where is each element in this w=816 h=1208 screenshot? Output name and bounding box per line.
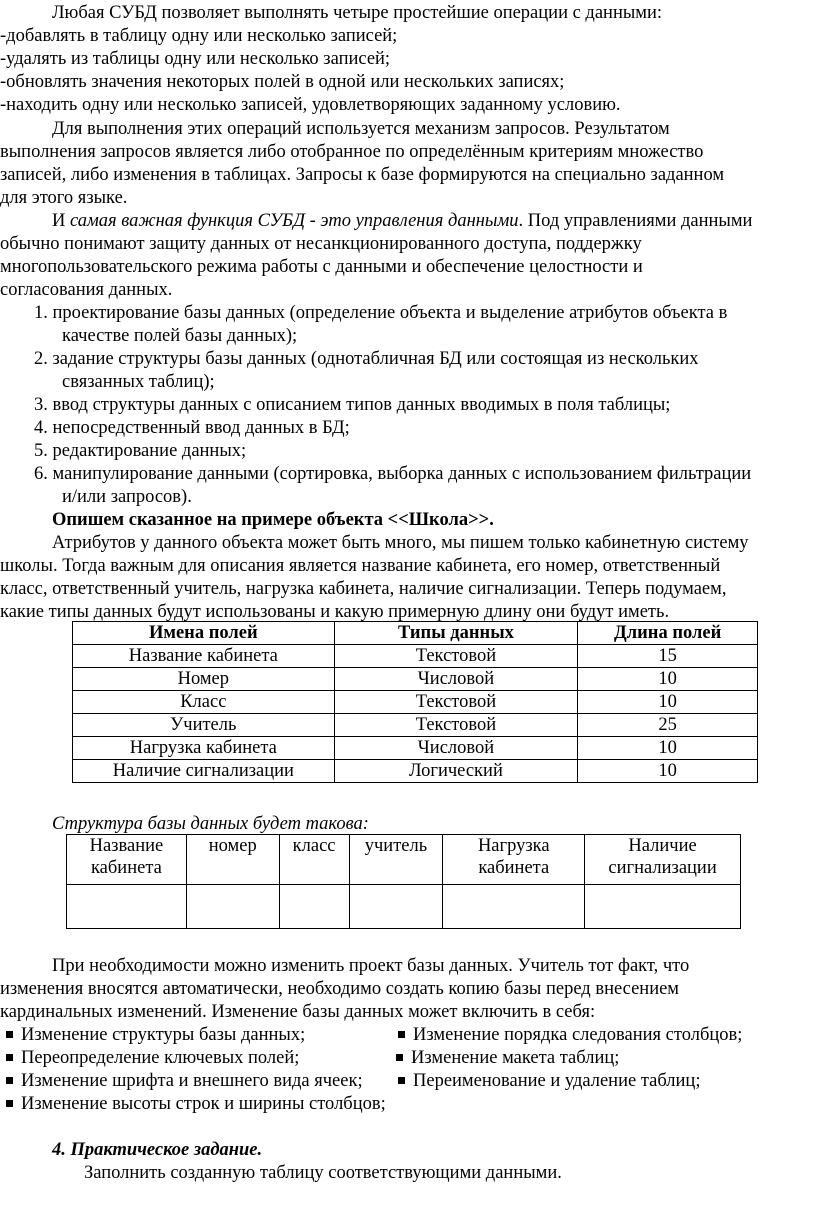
field-name-cell: Название кабинета <box>73 645 335 668</box>
field-name-cell: Номер <box>73 668 335 691</box>
example-text-line: школы. Тогда важным для описания является название кабинета, его номер, ответственный <box>0 556 721 576</box>
example-text-line: класс, ответственный учитель, нагрузка кабинета, наличие сигнализации. Теперь подумаем, <box>0 579 727 599</box>
structure-empty-row <box>67 885 741 929</box>
structure-header-cell: Название кабинета <box>67 835 187 885</box>
table-row <box>73 645 758 668</box>
empty-cell <box>279 885 349 929</box>
empty-cell <box>585 885 741 929</box>
field-type-cell: Текстовой <box>334 645 578 668</box>
queries-paragraph-line: записей, либо изменения в таблицах. Запросы к базе формируются на специально заданном <box>0 165 725 185</box>
step-item-continuation: связанных таблиц); <box>62 372 215 392</box>
management-paragraph-line: согласования данных. <box>0 280 173 300</box>
queries-paragraph-line: для этого языке. <box>0 188 128 208</box>
column-header: Имена полей <box>73 622 335 645</box>
fields-table <box>72 621 758 783</box>
bullet-square-icon <box>398 1031 405 1038</box>
field-length-cell: 15 <box>578 645 758 668</box>
changes-text-line: кардинальных изменений. Изменение базы данных может включить в себя: <box>0 1002 596 1022</box>
bullet-square-icon <box>6 1031 13 1038</box>
queries-paragraph-line: выполнения запросов является либо отобранное по определённым критериям множество <box>0 142 704 162</box>
management-paragraph-line: обычно понимают защиту данных от несанкционированного доступа, поддержку <box>0 234 642 254</box>
step-item: 4. непосредственный ввод данных в БД; <box>34 418 350 438</box>
table-row <box>73 691 758 714</box>
structure-header-cell: номер <box>186 835 279 885</box>
bullet-item: Изменение высоты строк и ширины столбцов; <box>6 1093 386 1116</box>
operation-item: -добавлять в таблицу одну или несколько записей; <box>0 26 398 46</box>
structure-header-cell: Наличие сигнализации <box>585 835 741 885</box>
bullet-square-icon <box>396 1054 403 1061</box>
bullet-square-icon <box>398 1077 405 1084</box>
field-type-cell: Числовой <box>334 737 578 760</box>
column-header: Типы данных <box>334 622 578 645</box>
management-paragraph-line: многопользовательского режима работы с данными и обеспечение целостности и <box>0 257 643 277</box>
intro-paragraph: Любая СУБД позволяет выполнять четыре простейшие операции с данными: <box>52 3 663 23</box>
structure-header-cell: класс <box>279 835 349 885</box>
empty-cell <box>349 885 443 929</box>
management-paragraph-first-line: И самая важная функция СУБД - это управления данными. Под управлениями данными <box>52 211 753 231</box>
step-item: 2. задание структуры базы данных (однотабличная БД или состоящая из нескольких <box>34 349 699 369</box>
step-item: 1. проектирование базы данных (определение объекта и выделение атрибутов объекта в <box>34 303 728 323</box>
step-item: 5. редактирование данных; <box>34 441 247 461</box>
operation-item: -находить одну или несколько записей, удовлетворяющих заданному условию. <box>0 95 621 115</box>
field-length-cell: 10 <box>578 668 758 691</box>
empty-cell <box>443 885 585 929</box>
field-type-cell: Текстовой <box>334 714 578 737</box>
bullet-item: Изменение шрифта и внешнего вида ячеек; <box>6 1070 363 1093</box>
bullet-item: Переопределение ключевых полей; <box>6 1047 299 1070</box>
table-row <box>73 760 758 783</box>
management-emphasis: самая важная функция СУБД - это управления данными <box>70 211 519 231</box>
table-row <box>73 668 758 691</box>
structure-header-cell: учитель <box>349 835 443 885</box>
field-length-cell: 10 <box>578 691 758 714</box>
operation-item: -обновлять значения некоторых полей в одной или нескольких записях; <box>0 72 565 92</box>
bullet-item: Изменение порядка следования столбцов; <box>398 1024 742 1047</box>
step-item-continuation: качестве полей базы данных); <box>62 326 298 346</box>
structure-header-row <box>67 835 741 885</box>
step-item: 3. ввод структуры данных с описанием типов данных вводимых в поля таблицы; <box>34 395 671 415</box>
structure-header-cell: Нагрузка кабинета <box>443 835 585 885</box>
empty-cell <box>67 885 187 929</box>
field-name-cell: Класс <box>73 691 335 714</box>
table-row <box>73 737 758 760</box>
bullet-square-icon <box>6 1077 13 1084</box>
bullet-item: Изменение макета таблиц; <box>396 1047 619 1070</box>
step-item: 6. манипулирование данными (сортировка, выборка данных с использованием фильтрации <box>34 464 752 484</box>
field-name-cell: Учитель <box>73 714 335 737</box>
column-header: Длина полей <box>578 622 758 645</box>
task-heading: 4. Практическое задание. <box>52 1140 263 1160</box>
field-type-cell: Логический <box>334 760 578 783</box>
changes-text-line: изменения вносятся автоматически, необходимо создать копию базы перед внесением <box>0 979 680 999</box>
field-name-cell: Наличие сигнализации <box>73 760 335 783</box>
structure-caption: Структура базы данных будет такова: <box>52 814 369 834</box>
bullet-square-icon <box>6 1054 13 1061</box>
field-length-cell: 10 <box>578 737 758 760</box>
example-heading: Опишем сказанное на примере объекта <<Школа>>. <box>52 510 494 530</box>
field-type-cell: Текстовой <box>334 691 578 714</box>
bullet-item: Изменение структуры базы данных; <box>6 1024 305 1047</box>
table-header-row <box>73 622 758 645</box>
changes-text-line: При необходимости можно изменить проект базы данных. Учитель тот факт, что <box>52 956 690 976</box>
task-text: Заполнить созданную таблицу соответствующими данными. <box>84 1163 562 1183</box>
table-row <box>73 714 758 737</box>
step-item-continuation: и/или запросов). <box>62 487 192 507</box>
field-name-cell: Нагрузка кабинета <box>73 737 335 760</box>
field-length-cell: 10 <box>578 760 758 783</box>
field-type-cell: Числовой <box>334 668 578 691</box>
bullet-square-icon <box>6 1100 13 1107</box>
empty-cell <box>186 885 279 929</box>
field-length-cell: 25 <box>578 714 758 737</box>
structure-table <box>66 834 741 929</box>
example-text-line: какие типы данных будут использованы и какую примерную длину они будут иметь. <box>0 602 670 622</box>
operation-item: -удалять из таблицы одну или несколько записей; <box>0 49 391 69</box>
bullet-item: Переименование и удаление таблиц; <box>398 1070 700 1093</box>
example-text-line: Атрибутов у данного объекта может быть много, мы пишем только кабинетную систему <box>52 533 749 553</box>
queries-paragraph-line: Для выполнения этих операций используется механизм запросов. Результатом <box>52 119 670 139</box>
